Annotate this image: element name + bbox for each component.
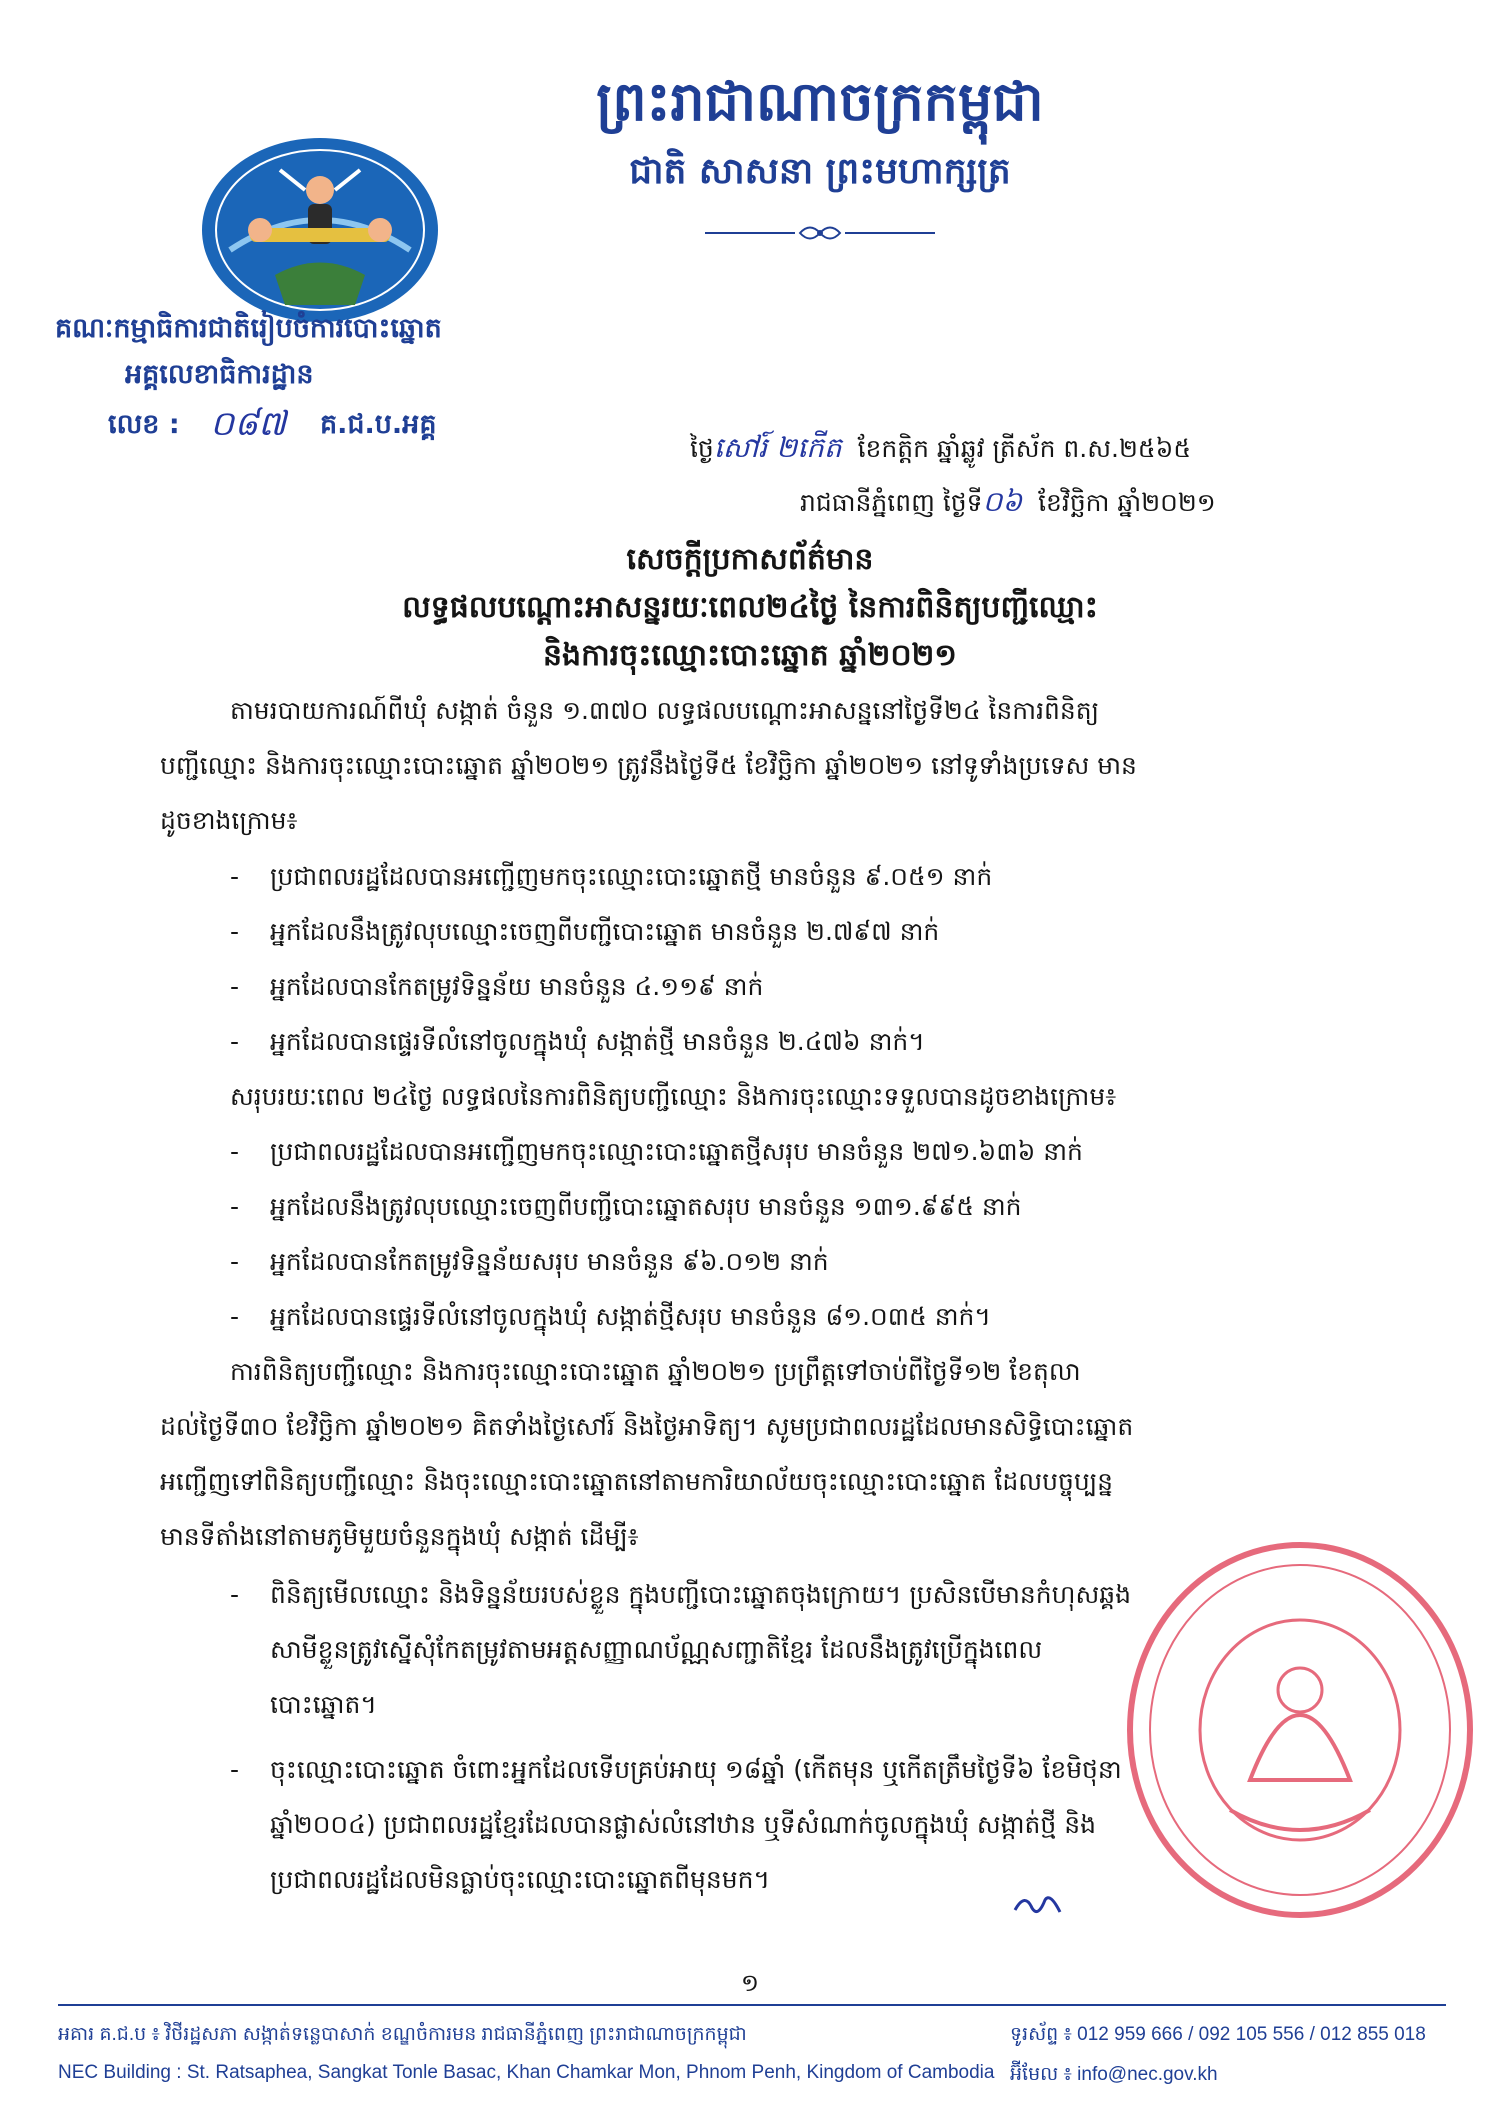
announcement-subtitle-2: និងការចុះឈ្មោះបោះឆ្នោត ឆ្នាំ២០២១ [542, 638, 957, 673]
intro-line-1: តាមរបាយការណ៍ពីឃុំ សង្កាត់ ចំនួន ១.៣៧០ លទ្ធផលបណ្តោះអាសន្ននៅថ្ងៃទី២៤ នៃការពិនិត្យ [230, 696, 1100, 725]
intro-line-2: បញ្ជីឈ្មោះ និងការចុះឈ្មោះបោះឆ្នោត ឆ្នាំ២០២១ ត្រូវនឹងថ្ងៃទី៥ ខែវិច្ឆិកា ឆ្នាំ២០២១ នៅទូទាំងប្រទេស មាន [160, 751, 1137, 780]
summary-intro: សរុបរយៈពេល ២៤ថ្ងៃ លទ្ធផលនៃការពិនិត្យបញ្ជីឈ្មោះ និងការចុះឈ្មោះទទួលបានដូចខាងក្រោម៖ [230, 1082, 1117, 1111]
solar-date [800, 484, 1216, 525]
list-item: - អ្នកដែលបានកែតម្រូវទិន្នន័យ មានចំនួន ៤.១១៩ នាក់ [230, 972, 764, 1001]
org-name: គណៈកម្មាធិការជាតិរៀបចំការបោះឆ្នោត [55, 313, 442, 344]
list-item: - ប្រជាពលរដ្ឋដែលបានអញ្ជើញមកចុះឈ្មោះបោះឆ្នោតថ្មីសរុប មានចំនួន ២៧១.៦៣៦ នាក់ [230, 1137, 1083, 1166]
closing-line-4: មានទីតាំងនៅតាមភូមិមួយចំនួនក្នុងឃុំ សង្កាត់ ដើម្បី៖ [160, 1522, 639, 1551]
document-number-label: លេខ : [108, 409, 180, 440]
list-item: - អ្នកដែលបានកែតម្រូវទិន្នន័យសរុប មានចំនួន ៩៦.០១២ នាក់ [230, 1247, 829, 1276]
solar-date-prefix: រាជធានីភ្នំពេញ ថ្ងៃទី [800, 488, 983, 517]
list-item: - ប្រជាពលរដ្ឋដែលបានអញ្ជើញមកចុះឈ្មោះបោះឆ្នោតថ្មី មានចំនួន ៩.០៥១ នាក់ [230, 862, 993, 891]
announcement-subtitle-1: លទ្ធផលបណ្តោះអាសន្នរយៈពេល២៤ថ្ងៃ នៃការពិនិត្យបញ្ជីឈ្មោះ [402, 590, 1098, 625]
kingdom-title: ព្រះរាជាណាចក្រកម្ពុជា [596, 69, 1044, 133]
footer-address-khmer: អគារ គ.ជ.ប ៖ វិថីរដ្ឋសភា សង្កាត់ទន្លេបាសាក់ ខណ្ឌចំការមន រាជធានីភ្នំពេញ ព្រះរាជាណាចក្រកម្ពុជា [58, 2024, 747, 2045]
list-item: - អ្នកដែលបានផ្ទេរទីលំនៅចូលក្នុងឃុំ សង្កាត់ថ្មីសរុប មានចំនួន ៨១.០៣៥ នាក់។ [230, 1302, 991, 1331]
solar-date-rest: ខែវិច្ឆិកា ឆ្នាំ២០២១ [1038, 488, 1216, 517]
lunar-date [690, 430, 1191, 471]
closing-line-3: អញ្ជើញទៅពិនិត្យបញ្ជីឈ្មោះ និងចុះឈ្មោះបោះឆ្នោតនៅតាមការិយាល័យចុះឈ្មោះបោះឆ្នោត ដែលបច្ចុប្បន្ន [160, 1467, 1114, 1496]
footer-email: អ៊ីមែល ៖ info@nec.gov.kh [1010, 2064, 1218, 2085]
list-item: - អ្នកដែលនឹងត្រូវលុបឈ្មោះចេញពីបញ្ជីបោះឆ្នោតសរុប មានចំនួន ១៣១.៩៩៥ នាក់ [230, 1192, 1022, 1221]
intro-line-3: ដូចខាងក្រោម៖ [160, 806, 298, 835]
org-department: អគ្គលេខាធិការដ្ឋាន [125, 359, 314, 390]
list-item: - ពិនិត្យមើលឈ្មោះ និងទិន្នន័យរបស់ខ្លួន ក្នុងបញ្ជីបោះឆ្នោតចុងក្រោយ។ ប្រសិនបើមានកំហុសឆ្គង [230, 1580, 1131, 1609]
page-number: ១ [740, 1969, 760, 1997]
decorative-ornament-divider [700, 222, 940, 244]
document-number-value: ០៨៧ [210, 404, 287, 444]
list-item-continuation: សាមីខ្លួនត្រូវស្នើសុំកែតម្រូវតាមអត្តសញ្ញាណប័ណ្ណសញ្ជាតិខ្មែរ ដែលនឹងត្រូវប្រើក្នុងពេល [270, 1635, 1043, 1664]
footer-phone: ទូរស័ព្ទ ៖ 012 959 666 / 092 105 556 / 012 855 018 [1010, 2024, 1426, 2045]
lunar-date-prefix: ថ្ងៃ [690, 434, 714, 463]
footer-address-english: NEC Building : St. Ratsaphea, Sangkat Tonle Basac, Khan Chamkar Mon, Phnom Penh, Kingdom of Cambodia [58, 2062, 995, 2083]
closing-line-2: ដល់ថ្ងៃទី៣០ ខែវិច្ឆិកា ឆ្នាំ២០២១ គិតទាំងថ្ងៃសៅរ៍ និងថ្ងៃអាទិត្យ។ សូមប្រជាពលរដ្ឋដែលមានសិទ្ធិបោះឆ្នោត [160, 1412, 1134, 1441]
lunar-date-handwritten: សៅរ៍ ២កើត [713, 431, 842, 464]
list-item-continuation: ប្រជាពលរដ្ឋដែលមិនធ្លាប់ចុះឈ្មោះបោះឆ្នោតពីមុនមក។ [270, 1865, 770, 1894]
official-seal-stamp [1120, 1530, 1480, 1930]
document-number-suffix: គ.ជ.ប.អគ្គ [320, 409, 437, 440]
handwritten-initial [1010, 1890, 1070, 1920]
announcement-title: សេចក្តីប្រកាសព័ត៌មាន [626, 542, 874, 577]
footer-divider [58, 2004, 1446, 2006]
list-item: - អ្នកដែលបានផ្ទេរទីលំនៅចូលក្នុងឃុំ សង្កាត់ថ្មី មានចំនួន ២.៤៧៦ នាក់។ [230, 1027, 925, 1056]
list-item: - ចុះឈ្មោះបោះឆ្នោត ចំពោះអ្នកដែលទើបគ្រប់អាយុ ១៨ឆ្នាំ (កើតមុន ឬកើតត្រឹមថ្ងៃទី៦ ខែមិថុនា [230, 1755, 1122, 1784]
list-item-continuation: ឆ្នាំ២០០៤) ប្រជាពលរដ្ឋខ្មែរដែលបានផ្លាស់លំនៅឋាន ឬទីសំណាក់ចូលក្នុងឃុំ សង្កាត់ថ្មី និង [270, 1810, 1096, 1839]
national-motto: ជាតិ សាសនា ព្រះមហាក្សត្រ [629, 150, 1011, 192]
lunar-date-rest: ខែកត្តិក ឆ្នាំឆ្លូវ ត្រីស័ក ព.ស.២៥៦៥ [857, 434, 1192, 463]
solar-date-handwritten: ០៦ [982, 485, 1023, 518]
list-item: - អ្នកដែលនឹងត្រូវលុបឈ្មោះចេញពីបញ្ជីបោះឆ្នោត មានចំនួន ២.៧៩៧ នាក់ [230, 917, 940, 946]
closing-line-1: ការពិនិត្យបញ្ជីឈ្មោះ និងការចុះឈ្មោះបោះឆ្នោត ឆ្នាំ២០២១ ប្រព្រឹត្តទៅចាប់ពីថ្ងៃទី១២ ខែតុលា [230, 1357, 1081, 1386]
nec-emblem-logo [190, 130, 450, 330]
list-item-continuation: បោះឆ្នោត។ [270, 1690, 377, 1719]
